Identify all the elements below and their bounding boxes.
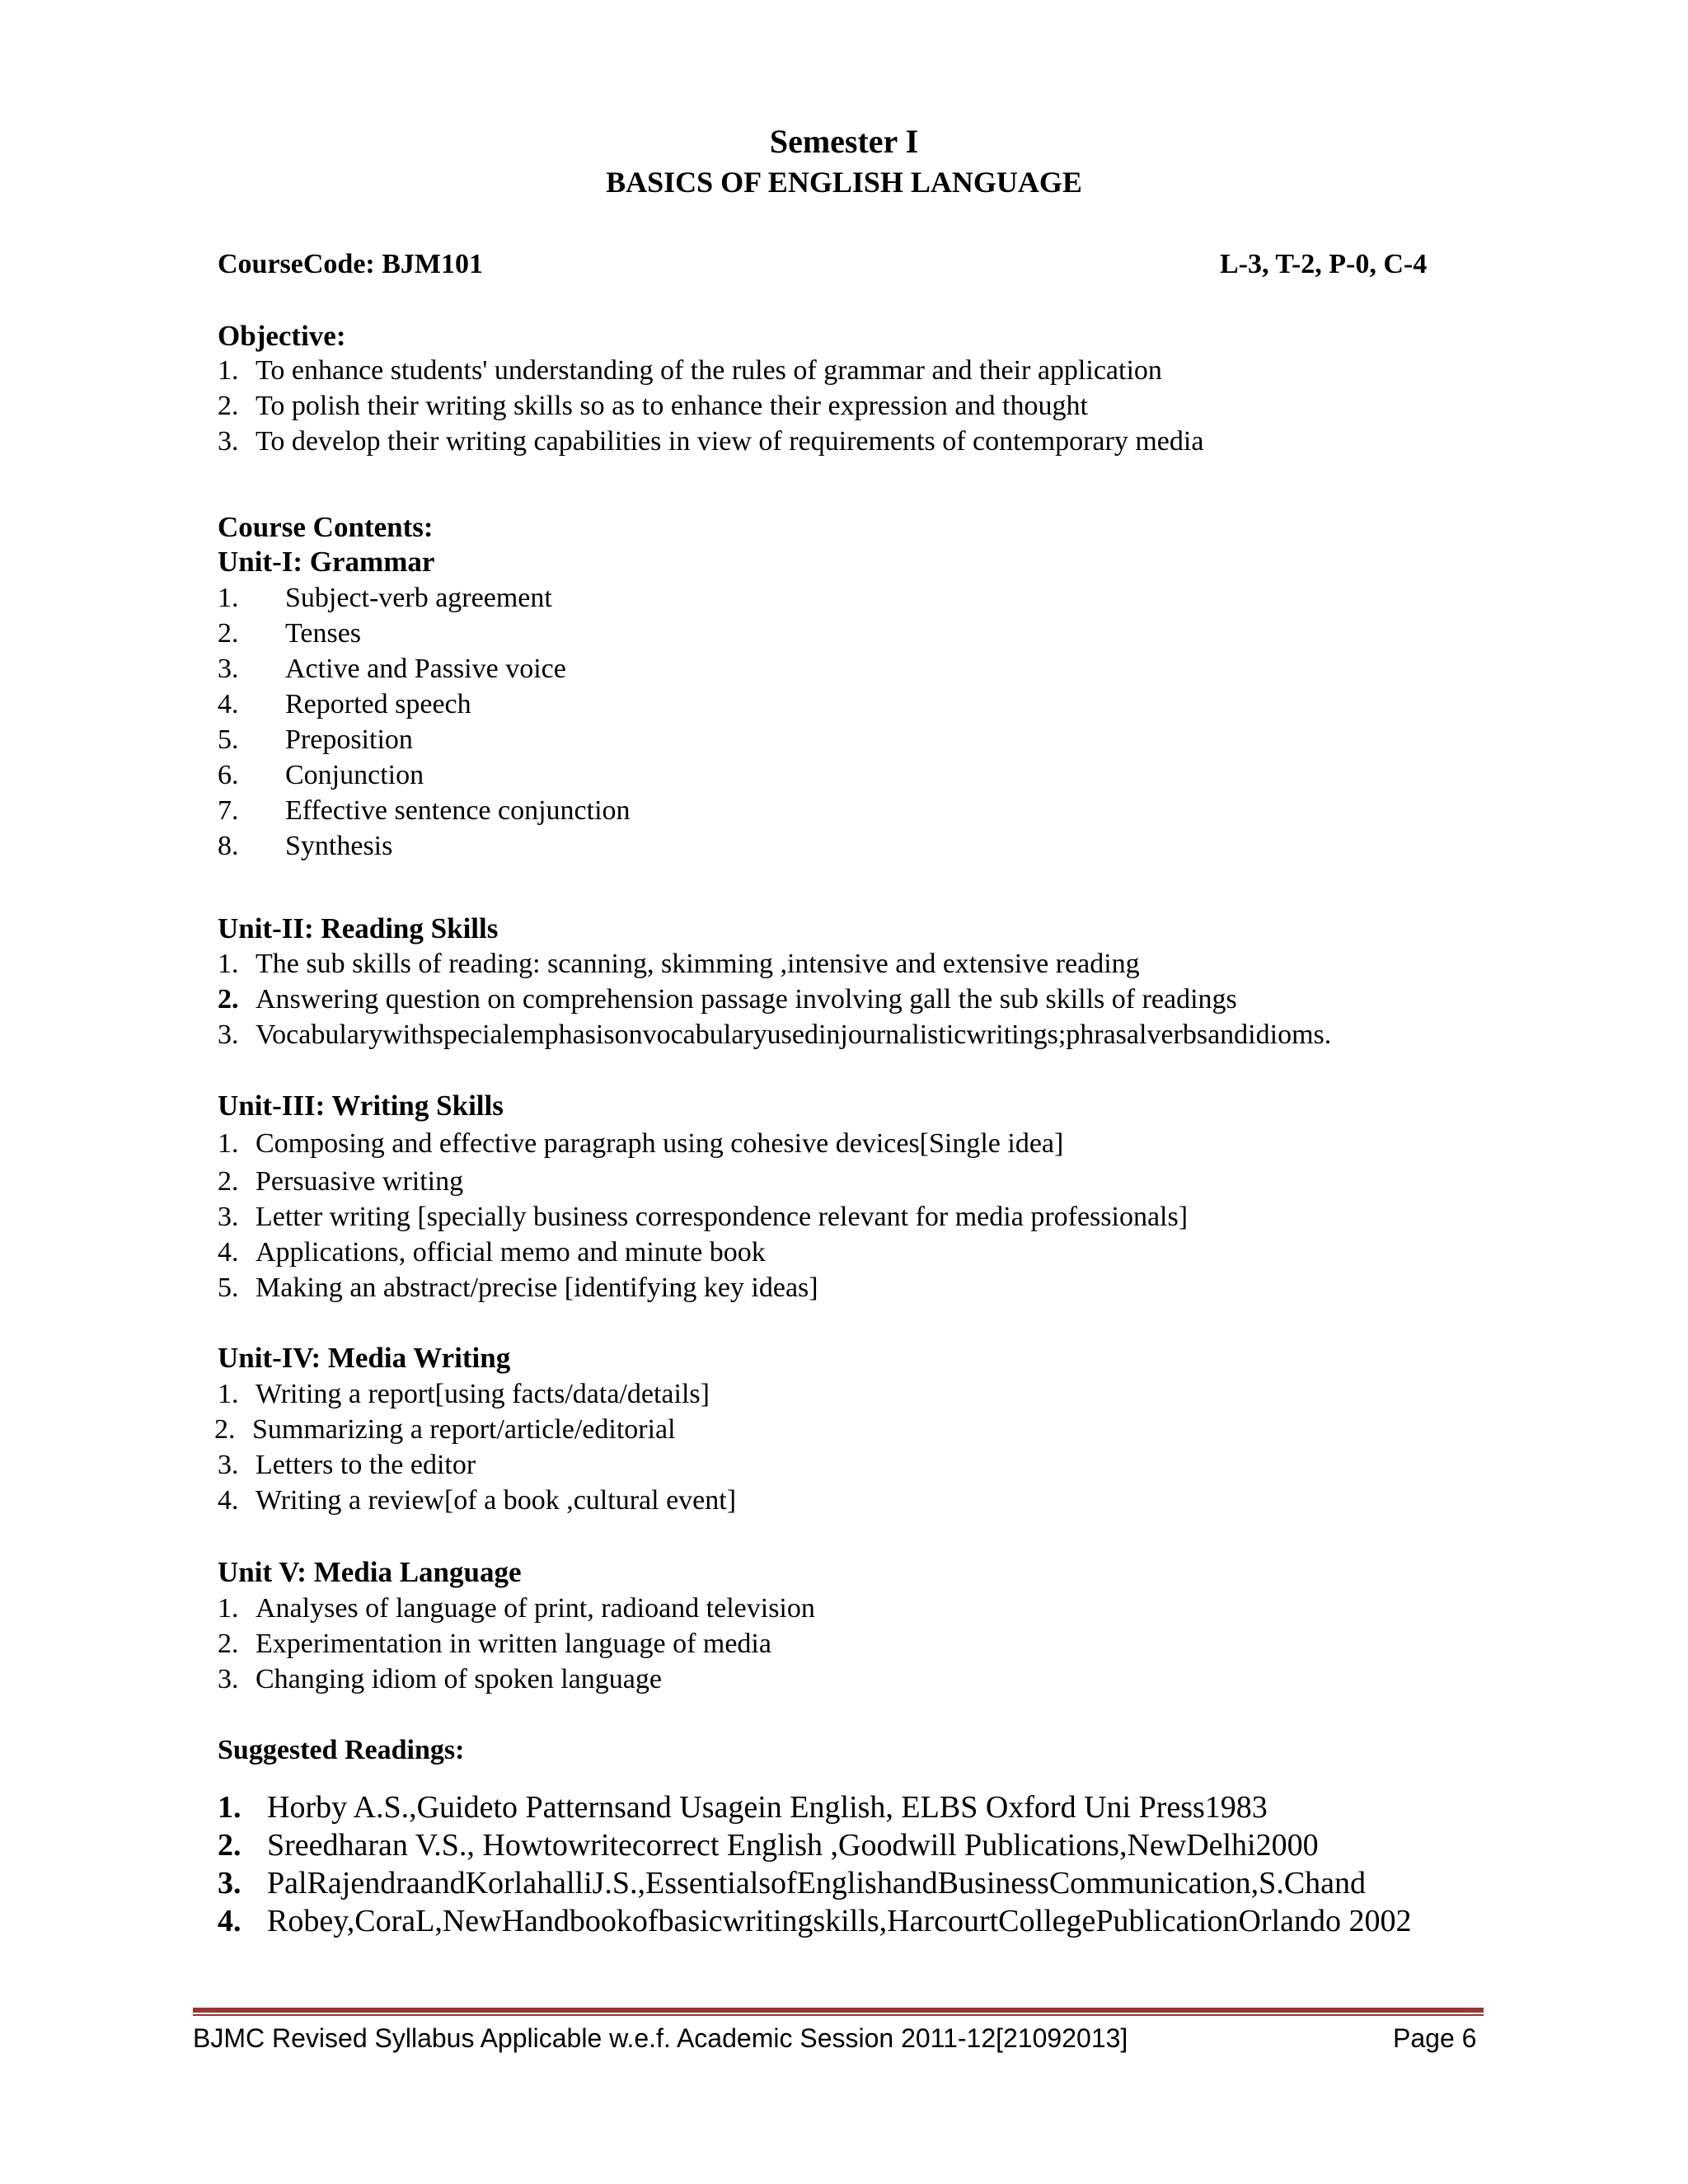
item-text: Applications, official memo and minute book [256, 1237, 766, 1268]
item-text: Tenses [285, 618, 362, 649]
item-number: 1. [218, 355, 239, 386]
item-number: 6. [218, 760, 239, 790]
item-text: Answering question on comprehension passage involving gall the sub skills of readings [256, 984, 1237, 1015]
item-text: To enhance students' understanding of the rules of grammar and their application [256, 355, 1162, 386]
item-text: PalRajendraandKorlahalliJ.S.,EssentialsofEnglishandBusinessCommunication,S.Chand [267, 1866, 1367, 1900]
item-text: Persuasive writing [256, 1166, 464, 1197]
item-text: Changing idiom of spoken language [256, 1664, 662, 1694]
item-text: Effective sentence conjunction [285, 795, 631, 826]
item-text: Active and Passive voice [285, 654, 566, 684]
unit-list [218, 1124, 1188, 1305]
readings-list [218, 1788, 1411, 1940]
item-text: Composing and effective paragraph using cohesive devices[Single idea] [256, 1128, 1064, 1159]
item-text: Subject-verb agreement [285, 583, 552, 613]
item-number: 2. [218, 618, 239, 649]
item-number: 3. [218, 1450, 239, 1480]
item-text: Preposition [285, 724, 413, 755]
unit-heading: Unit-I: Grammar [218, 546, 435, 578]
list-item [218, 353, 1203, 388]
list-item [218, 828, 631, 864]
list-item [218, 1864, 1411, 1902]
item-number: 5. [218, 1272, 239, 1303]
item-text: Summarizing a report/article/editorial [252, 1414, 676, 1445]
unit-heading: Unit V: Media Language [218, 1556, 522, 1588]
course-title: BASICS OF ENGLISH LANGUAGE [606, 166, 1082, 199]
list-item [218, 1483, 736, 1518]
item-text: Letter writing [specially business correspondence relevant for media professionals] [256, 1202, 1189, 1232]
list-item [218, 616, 631, 651]
course-contents-heading: Course Contents: [218, 511, 434, 543]
item-text: Making an abstract/precise [identifying key ideas] [256, 1272, 818, 1303]
item-text: Writing a report[using facts/data/details] [256, 1379, 710, 1409]
list-item [218, 651, 631, 687]
objective-list [218, 353, 1203, 459]
item-number: 1. [218, 583, 239, 613]
item-number: 2. [218, 984, 239, 1015]
item-text: Robey,CoraL,NewHandbookofbasicwritingskills,HarcourtCollegePublicationOrlando 2002 [267, 1904, 1412, 1938]
list-item [218, 1235, 1188, 1270]
item-text: Vocabularywithspecialemphasisonvocabularyusedinjournalisticwritings;phrasalverbsandidioms. [256, 1019, 1332, 1050]
list-item [218, 1788, 1411, 1826]
item-number: 2. [218, 391, 239, 421]
list-item [218, 1626, 815, 1661]
unit-list [218, 580, 631, 864]
item-number: 8. [218, 831, 239, 861]
list-item [218, 580, 631, 616]
list-item [218, 1164, 1188, 1199]
item-text: Experimentation in written language of media [256, 1629, 771, 1659]
objective-heading: Objective: [218, 320, 346, 352]
semester-heading: Semester I [769, 123, 919, 160]
footer-rule [193, 2008, 1484, 2016]
item-text: To polish their writing skills so as to enhance their expression and thought [256, 391, 1088, 421]
item-number: 4. [218, 1485, 239, 1516]
item-number: 3. [218, 1019, 239, 1050]
unit-heading: Unit-II: Reading Skills [218, 912, 499, 944]
unit-list [218, 1591, 815, 1697]
item-number: 3. [218, 654, 239, 684]
item-text: Writing a review[of a book ,cultural event] [256, 1485, 737, 1516]
list-item [218, 982, 1331, 1017]
readings-heading: Suggested Readings: [218, 1735, 465, 1765]
unit-list [214, 1376, 737, 1518]
list-item [218, 1591, 815, 1626]
item-number: 1. [218, 1128, 239, 1159]
list-item [218, 1124, 1188, 1164]
item-number: 1. [218, 1790, 241, 1825]
list-item [218, 946, 1331, 982]
list-item [214, 1412, 733, 1447]
item-number: 2. [218, 1629, 239, 1659]
list-item [218, 1199, 1188, 1235]
page-number: Page 6 [1393, 2023, 1477, 2053]
item-text: To develop their writing capabilities in view of requirements of contemporary media [256, 426, 1204, 457]
item-number: 2. [218, 1828, 241, 1863]
list-item [218, 722, 631, 757]
item-text: Reported speech [285, 689, 471, 719]
unit-heading: Unit-III: Writing Skills [218, 1090, 504, 1122]
list-item [218, 1376, 736, 1412]
list-item [218, 687, 631, 722]
item-number: 4. [218, 1904, 241, 1938]
item-text: Analyses of language of print, radioand television [256, 1593, 815, 1624]
item-number: 3. [218, 1664, 239, 1694]
item-number: 2. [218, 1166, 239, 1197]
unit-heading: Unit-IV: Media Writing [218, 1342, 511, 1374]
course-credits: L-3, T-2, P-0, C-4 [1220, 249, 1428, 279]
list-item [218, 1826, 1411, 1864]
unit-list [218, 946, 1331, 1052]
list-item [218, 424, 1203, 459]
item-number: 1. [218, 1379, 239, 1409]
item-text: The sub skills of reading: scanning, skimming ,intensive and extensive reading [256, 949, 1140, 979]
list-item [218, 1447, 736, 1483]
list-item [218, 1661, 815, 1697]
item-number: 5. [218, 724, 239, 755]
item-text: Synthesis [285, 831, 393, 861]
list-item [218, 1270, 1188, 1305]
item-number: 7. [218, 795, 239, 826]
list-item [218, 1017, 1331, 1052]
item-text: Conjunction [285, 760, 424, 790]
item-number: 1. [218, 1593, 239, 1624]
course-code: CourseCode: BJM101 [218, 249, 484, 279]
list-item [218, 1902, 1411, 1940]
item-number: 3. [218, 1202, 239, 1232]
item-number: 3. [218, 1866, 241, 1900]
footer-text: BJMC Revised Syllabus Applicable w.e.f. Academic Session 2011-12[21092013] [193, 2023, 1128, 2053]
list-item [218, 793, 631, 828]
item-number: 2. [214, 1414, 236, 1445]
item-number: 4. [218, 1237, 239, 1268]
list-item [218, 757, 631, 793]
item-number: 1. [218, 949, 239, 979]
item-text: Horby A.S.,Guideto Patternsand Usagein English, ELBS Oxford Uni Press1983 [267, 1790, 1268, 1825]
list-item [218, 388, 1203, 424]
item-text: Sreedharan V.S., Howtowritecorrect English ,Goodwill Publications,NewDelhi2000 [267, 1828, 1319, 1863]
item-number: 3. [218, 426, 239, 457]
item-text: Letters to the editor [256, 1450, 476, 1480]
item-number: 4. [218, 689, 239, 719]
